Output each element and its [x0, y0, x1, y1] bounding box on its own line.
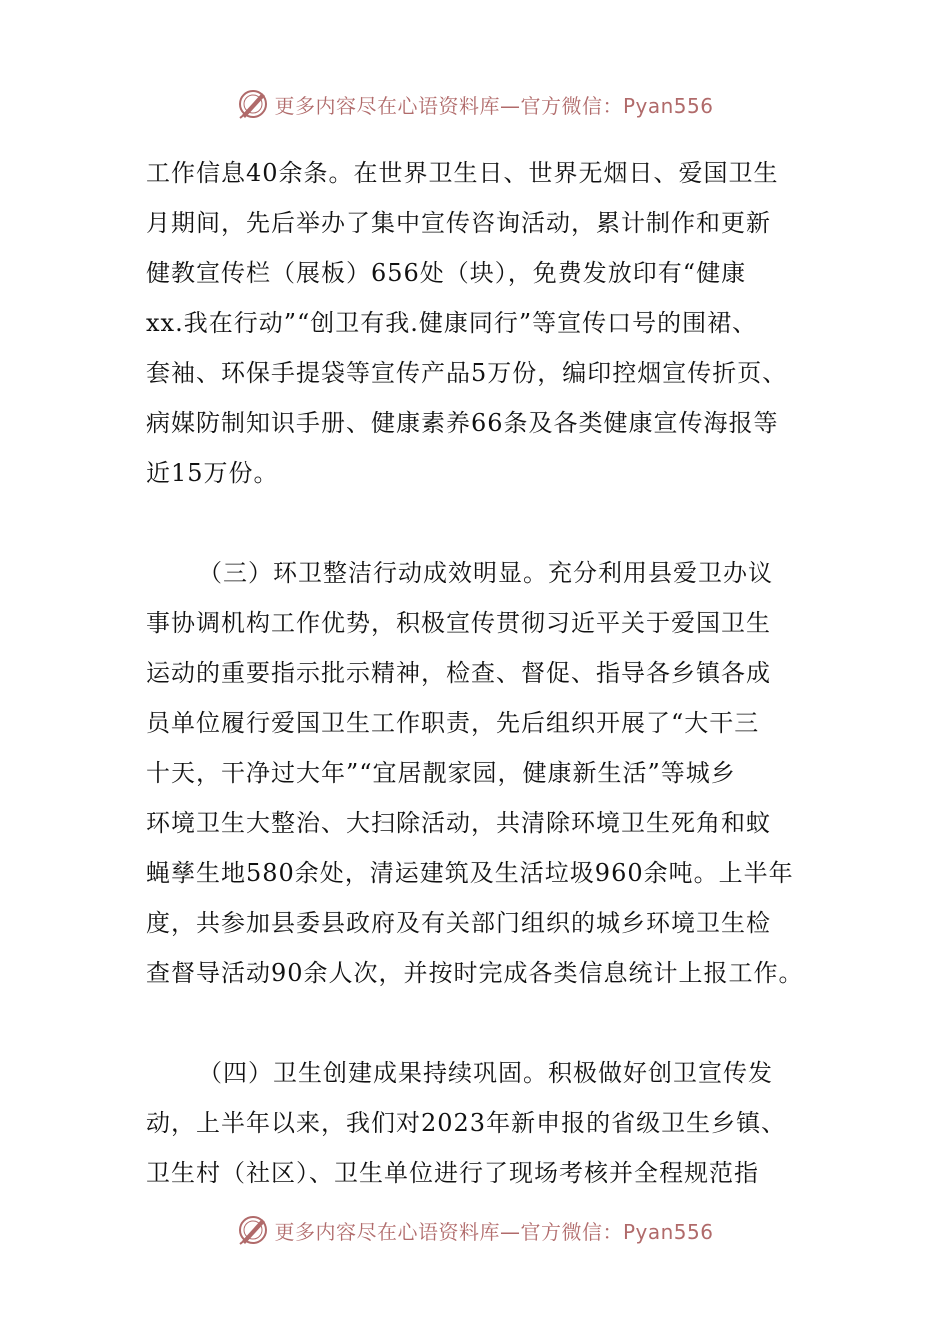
text-line: 卫生村（社区）、卫生单位进行了现场考核并全程规范指: [146, 1159, 759, 1187]
text-line: 查督导活动90余人次，并按时完成各类信息统计上报工作。: [146, 959, 804, 987]
text-line: 动，上半年以来，我们对2023年新申报的省级卫生乡镇、: [146, 1109, 787, 1137]
paragraph-section-3: [146, 548, 816, 998]
text-line: （四）卫生创建成果持续巩固。积极做好创卫宣传发: [198, 1059, 773, 1087]
pen-circle-logo-icon: [236, 1213, 270, 1247]
paragraph-gap: [146, 998, 816, 1048]
text-line: 度，共参加县委县政府及有关部门组织的城乡环境卫生检: [146, 909, 771, 937]
paragraph-continuation: [146, 148, 816, 498]
text-line: xx.我在行动”“创卫有我.健康同行”等宣传口号的围裙、: [146, 309, 758, 337]
text-line: 运动的重要指示批示精神，检查、督促、指导各乡镇各成: [146, 659, 771, 687]
text-line: 月期间，先后举办了集中宣传咨询活动，累计制作和更新: [146, 209, 771, 237]
text-line: 蝇孳生地580余处，清运建筑及生活垃圾960余吨。上半年: [146, 859, 794, 887]
header-watermark: [0, 84, 950, 124]
pen-circle-logo-icon: [236, 87, 270, 121]
text-line: 套袖、环保手提袋等宣传产品5万份，编印控烟宣传折页、: [146, 359, 788, 387]
paragraph-section-4: [146, 1048, 816, 1198]
paragraph-gap: [146, 498, 816, 548]
text-line: 健教宣传栏（展板）656处（块），免费发放印有“健康: [146, 259, 747, 287]
text-line: 近15万份。: [146, 459, 279, 487]
text-line: 病媒防制知识手册、健康素养66条及各类健康宣传海报等: [146, 409, 779, 437]
watermark-text: 更多内容尽在心语资料库—官方微信：Pyan556: [274, 93, 714, 118]
watermark-text: 更多内容尽在心语资料库—官方微信：Pyan556: [274, 1219, 714, 1244]
text-line: 员单位履行爱国卫生工作职责，先后组织开展了“大干三: [146, 709, 760, 737]
text-line: 环境卫生大整治、大扫除活动，共清除环境卫生死角和蚊: [146, 809, 771, 837]
text-line: 工作信息40余条。在世界卫生日、世界无烟日、爱国卫生: [146, 159, 779, 187]
text-line: 事协调机构工作优势，积极宣传贯彻习近平关于爱国卫生: [146, 609, 771, 637]
document-body: [146, 148, 816, 1198]
footer-watermark: [0, 1210, 950, 1250]
text-line: （三）环卫整洁行动成效明显。充分利用县爱卫办议: [198, 559, 773, 587]
text-line: 十天，干净过大年”“宜居靓家园，健康新生活”等城乡: [146, 759, 736, 787]
